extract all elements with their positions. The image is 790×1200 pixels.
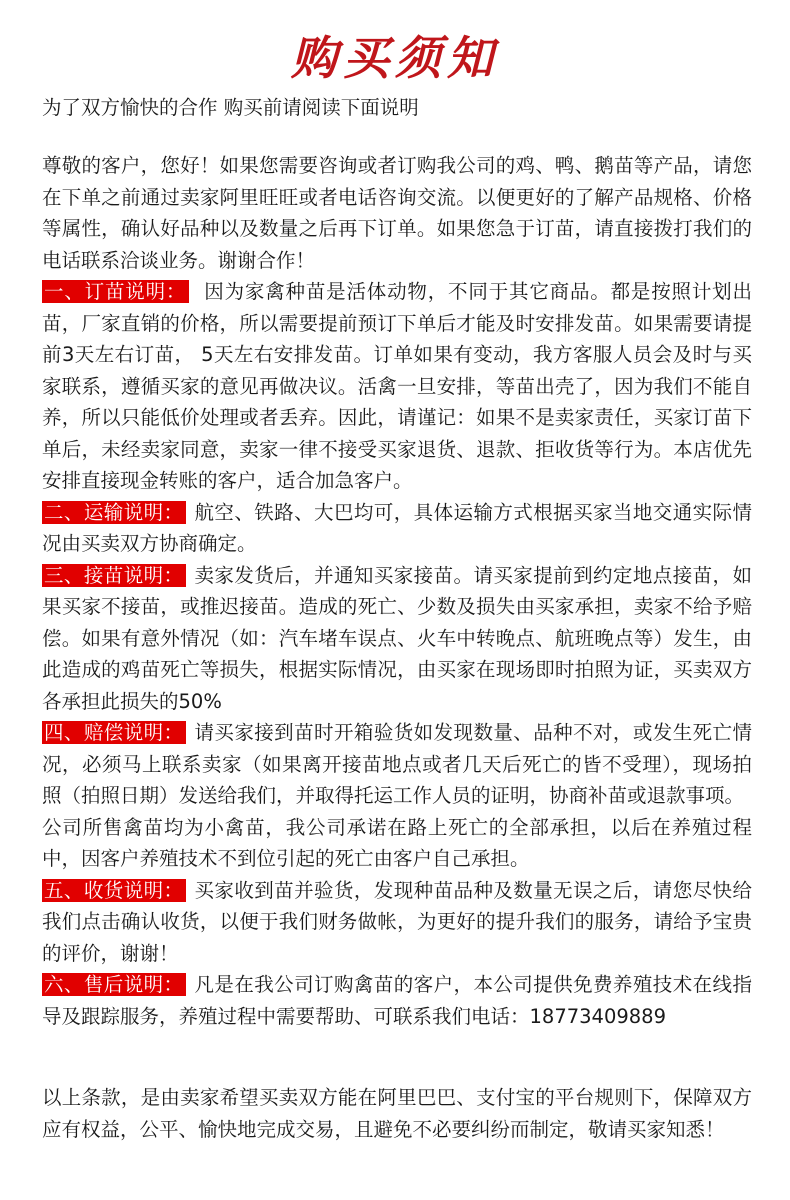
notice-body — [42, 150, 752, 1032]
section-label: 一、订苗说明： — [42, 280, 189, 303]
intro-line: 为了双方愉快的合作 购买前请阅读下面说明 — [42, 96, 419, 119]
section-text: 航空、铁路、大巴均可，具体运输方式根据买家当地交通实际情况由买卖双方协商确定。 — [42, 500, 752, 555]
section-text: 因为家禽种苗是活体动物，不同于其它商品。都是按照计划出苗，厂家直销的价格，所以需要提前预订下单后才能及时安排发苗。如果需要请提前3天左右订苗， 5天左右安排发苗。订单如果有变动，我方客服人员会及时与买家联系，遵循买家的意见再做决议。活禽一旦安排，等苗出壳了，因为我们不能自养，所以只能低价处理或者丢弃。因此，请谨记：如果不是卖家责任，买家订苗下单后，未经卖家同意，卖家一律不接受买家退货、退款、拒收货等行为。本店优先安排直接现金转账的客户，适合加急客户。 — [42, 280, 752, 492]
greeting-paragraph: 尊敬的客户，您好！如果您需要咨询或者订购我公司的鸡、鸭、鹅苗等产品，请您在下单之前通过卖家阿里旺旺或者电话咨询交流。以便更好的了解产品规格、价格等属性，确认好品种以及数量之后再下订单。如果您急于订苗，请直接拨打我们的电话联系洽谈业务。谢谢合作！ — [42, 154, 752, 272]
section-text: 凡是在我公司订购禽苗的客户，本公司提供免费养殖技术在线指导及跟踪服务，养殖过程中需要帮助、可联系我们电话：18773409889 — [42, 973, 752, 1028]
section-text: 请买家接到苗时开箱验货如发现数量、品种不对，或发生死亡情况，必须马上联系卖家（如果离开接苗地点或者几天后死亡的皆不受理），现场拍照（拍照日期）发送给我们，并取得托运工作人员的证明，协商补苗或退款事项。 — [42, 721, 752, 807]
section-text: 买家收到苗并验货，发现种苗品种及数量无误之后，请您尽快给我们点击确认收货，以便于我们财务做帐，为更好的提升我们的服务，请给予宝贵的评价，谢谢！ — [42, 878, 752, 965]
section-receiving-chicks — [42, 560, 752, 718]
section-compensation — [42, 717, 752, 812]
section-label: 六、售后说明： — [42, 973, 186, 996]
section-label: 三、接苗说明： — [42, 564, 186, 587]
section-shipping — [42, 497, 752, 560]
closing-note — [42, 1082, 752, 1145]
section-text: 卖家发货后，并通知买家接苗。请买家提前到约定地点接苗，如果买家不接苗，或推迟接苗。造成的死亡、少数及损失由买家承担，卖家不给予赔偿。如果有意外情况（如：汽车堵车误点、火车中转晚点、航班晚点等）发生，由此造成的鸡苗死亡等损失，根据实际情况，由买家在现场即时拍照为证，买卖双方各承担此损失的50% — [42, 563, 752, 713]
section-label: 四、赔偿说明： — [42, 721, 186, 744]
section-guarantee-note — [42, 812, 752, 875]
page-title: 购买须知 — [291, 31, 499, 85]
section-confirm-receipt — [42, 875, 752, 970]
section-ordering — [42, 276, 752, 497]
closing-paragraph: 以上条款，是由卖家希望买卖双方能在阿里巴巴、支付宝的平台规则下，保障双方应有权益，公平、愉快地完成交易，且避免不必要纠纷而制定，敬请买家知悉！ — [42, 1086, 752, 1141]
section-after-sales — [42, 969, 752, 1032]
section-label: 五、收货说明： — [42, 879, 186, 902]
section-label: 二、运输说明： — [42, 501, 186, 524]
section-text: 公司所售禽苗均为小禽苗，我公司承诺在路上死亡的全部承担，以后在养殖过程中，因客户养殖技术不到位引起的死亡由客户自己承担。 — [42, 815, 752, 870]
